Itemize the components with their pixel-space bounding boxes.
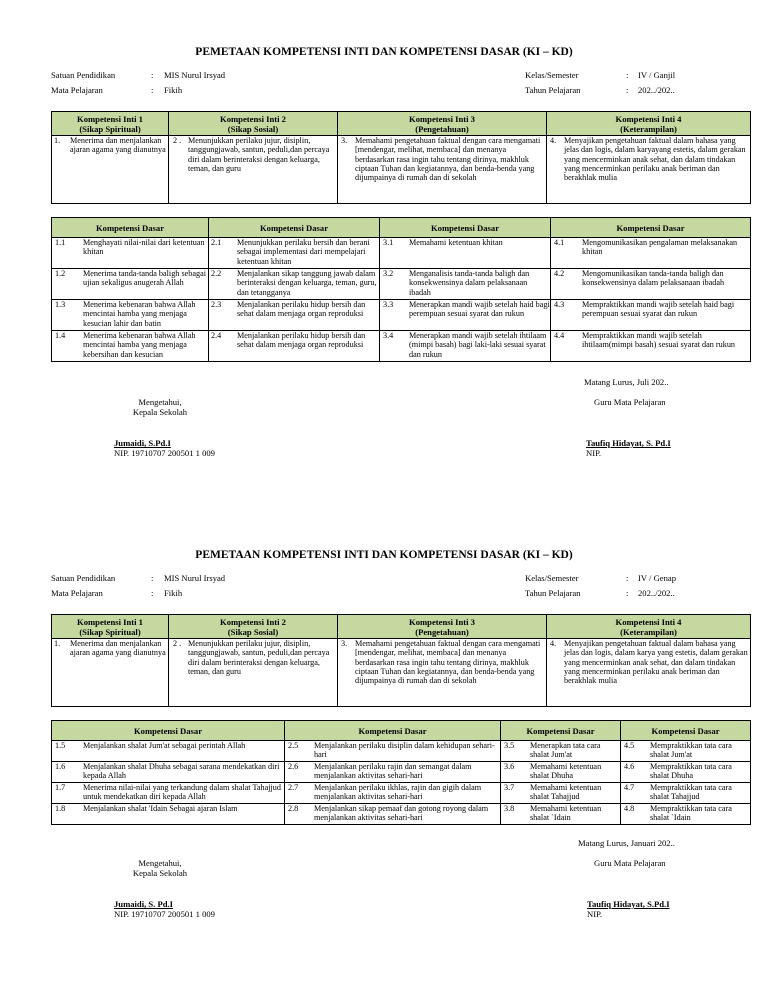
principal-name: Jumaidi, S. Pd.I xyxy=(114,899,173,909)
kelas-label: Kelas/Semester xyxy=(525,573,579,583)
kd-cell: 1.2 Menerima tanda-tanda baligh sebagai ujian sekaligus anugerah Allah xyxy=(52,269,209,300)
table-row xyxy=(52,741,751,762)
principal-nip: NIP. 19710707 200501 1 009 xyxy=(114,448,215,458)
ki-header-3: Kompetensi Inti 3 (Pengetahuan) xyxy=(338,615,547,639)
tahun-label: Tahun Pelajaran xyxy=(525,588,581,598)
kd-table xyxy=(51,720,751,825)
kd-cell: 3.3 Menerapkan mandi wajib setelah haid bagi perempuan sesuai syarat dan rukun xyxy=(380,300,551,331)
meta-left xyxy=(51,573,351,603)
colon: : xyxy=(626,70,629,80)
kd-cell: 2.6 Menjalankan perilaku rajin dan semangat dalam menjalankan aktivitas sehari-hari xyxy=(285,762,501,783)
satuan-label: Satuan Pendidikan xyxy=(51,573,116,583)
kd-cell: 4.4 Mempraktikkan mandi wajib setelah ihtilaam(mimpi basah) sesuai syarat dan rukun xyxy=(551,331,751,362)
ki-header-4: Kompetensi Inti 4 (Keterampilan) xyxy=(547,112,751,136)
ki-header-3: Kompetensi Inti 3 (Pengetahuan) xyxy=(338,112,547,136)
colon: : xyxy=(626,573,629,583)
signature-left-heading: Mengetahui, Kepala Sekolah xyxy=(132,397,188,417)
kd-cell: 3.7 Memahami ketentuan shalat Tahajjud xyxy=(501,783,621,804)
kd-cell: 3.2 Menganalisis tanda-tanda baligh dan konsekwensinya dalam pelaksanaan ibadah xyxy=(380,269,551,300)
kd-cell: 4.5 Mempraktikkan tata cara shalat Jum'at xyxy=(621,741,751,762)
kd-table xyxy=(51,217,751,362)
signature-right-heading: Guru Mata Pelajaran xyxy=(594,858,666,868)
teacher-name: Taufiq Hidayat, S. Pd.I xyxy=(586,438,671,448)
signature-right xyxy=(587,899,670,919)
table-row xyxy=(52,269,751,300)
teacher-nip: NIP. xyxy=(586,448,602,458)
kelas-value: IV / Genap xyxy=(638,573,677,583)
kd-header: Kompetensi Dasar xyxy=(285,721,501,741)
kd-header: Kompetensi Dasar xyxy=(52,721,285,741)
meta-right xyxy=(525,573,745,603)
satuan-value: MIS Nurul Irsyad xyxy=(164,70,226,80)
kd-cell: 1.3 Menerima kebenaran bahwa Allah mencintai hamba yang menjaga kesucian lahir dan batin xyxy=(52,300,209,331)
principal-name: Jumaidi, S.Pd.I xyxy=(114,438,171,448)
kd-cell: 2.8 Menjalankan sikap pemaaf dan gotong royong dalam menjalankan aktivitas sehari-hari xyxy=(285,804,501,825)
kd-header: Kompetensi Dasar xyxy=(501,721,621,741)
kd-cell: 2.3 Menjalankan perilaku hidup bersih dan sehat dalam menjaga organ reproduksi xyxy=(209,300,380,331)
ki-table xyxy=(51,111,751,204)
document-title: PEMETAAN KOMPETENSI INTI DAN KOMPETENSI DASAR (KI – KD) xyxy=(195,549,573,561)
teacher-name: Taufiq Hidayat, S.Pd.I xyxy=(587,899,670,909)
kelas-value: IV / Ganjil xyxy=(638,70,676,80)
satuan-value: MIS Nurul Irsyad xyxy=(164,573,226,583)
kd-cell: 4.2 Mengomunikasikan tanda-tanda baligh dan konsekwensinya dalam pelaksanaan ibadah xyxy=(551,269,751,300)
kd-cell: 2.5 Menjalankan perilaku disiplin dalam kehidupan sehari-hari xyxy=(285,741,501,762)
kd-cell: 4.1 Mengomunikasikan pengalaman melaksanakan khitan xyxy=(551,238,751,269)
ki-header-2: Kompetensi Inti 2 (Sikap Sosial) xyxy=(169,112,338,136)
kd-cell: 4.6 Mempraktikkan tata cara shalat Dhuha xyxy=(621,762,751,783)
colon: : xyxy=(151,85,154,95)
colon: : xyxy=(151,588,154,598)
kd-cell: 3.8 Memahami ketentuan shalat `Idain xyxy=(501,804,621,825)
kd-cell: 1.6 Menjalankan shalat Dhuha sebagai sarana mendekatkan diri kepada Allah xyxy=(52,762,285,783)
kd-cell: 3.5 Menerapkan tata cara shalat Jum'at xyxy=(501,741,621,762)
ki-header-1: Kompetensi Inti 1 (Sikap Spiritual) xyxy=(52,112,169,136)
table-row xyxy=(52,238,751,269)
kd-cell: 2.1 Menunjukkan perilaku bersih dan berani sebagai implementasi dari mempelajari ketentuan khitan xyxy=(209,238,380,269)
kd-header: Kompetensi Dasar xyxy=(52,218,209,238)
meta-right xyxy=(525,70,745,100)
kd-cell: 3.4 Menerapkan mandi wajib setelah ihtilaam (mimpi basah) bagi laki-laki sesuai syarat dan rukun xyxy=(380,331,551,362)
ki-cell-4: 4. Menyajikan pengetahuan faktual dalam bahasa yang jelas dan logis, dalam karya yang estetis, dalam gerakan yang mencerminkan anak sehat, dan dalam tindakan yang mencerminkan perilaku anak beriman dan berakhlak mulia xyxy=(547,639,751,707)
document-title: PEMETAAN KOMPETENSI INTI DAN KOMPETENSI DASAR (KI – KD) xyxy=(195,46,573,58)
place-date: Matang Lurus, Juli 202.. xyxy=(584,377,669,387)
kd-cell: 3.6 Memahami ketentuan shalat Dhuha xyxy=(501,762,621,783)
table-row xyxy=(52,331,751,362)
ki-cell-3: 3. Memahami pengetahuan faktual dengan cara mengamati [mendengar, melihat, membaca] dan menanya berdasarkan rasa ingin tahu tentang dirinya, makhluk ciptaan Tuhan dan kegiatannya, dan benda-benda yang dijumpainya di rumah dan di sekolah xyxy=(338,136,547,204)
tahun-value: 202../202.. xyxy=(638,85,675,95)
ki-header-2: Kompetensi Inti 2 (Sikap Sosial) xyxy=(169,615,338,639)
kd-cell: 1.8 Menjalankan shalat 'Idain Sebagai ajaran Islam xyxy=(52,804,285,825)
kd-cell: 1.7 Menerima nilai-nilai yang terkandung dalam shalat Tahajjud untuk mendekatkan diri kepada Allah xyxy=(52,783,285,804)
mapel-value: Fikih xyxy=(164,588,183,598)
ki-cell-4: 4. Menyajikan pengetahuan faktual dalam bahasa yang jelas dan logis, dalam karyayang estetis, dalam gerakan yang mencerminkan anak sehat, dan dalam tindakan yang mencerminkan perilaku anak beriman dan berakhlak mulia xyxy=(547,136,751,204)
colon: : xyxy=(626,85,629,95)
principal-nip: NIP. 19710707 200501 1 009 xyxy=(114,909,215,919)
teacher-nip: NIP. xyxy=(587,909,603,919)
ki-cell-2: 2 . Menunjukkan perilaku jujur, disiplin, tanggungjawab, santun, peduli,dan percaya diri dalam berinteraksi dengan keluarga, teman, dan guru xyxy=(169,136,338,204)
kelas-label: Kelas/Semester xyxy=(525,70,579,80)
kd-cell: 3.1 Memahami ketentuan khitan xyxy=(380,238,551,269)
table-row xyxy=(52,300,751,331)
place-date: Matang Lurus, Januari 202.. xyxy=(578,838,675,848)
ki-cell-2: 2 . Menunjukkan perilaku jujur, disiplin, tanggungjawab, santun, peduli,dan percaya diri dalam berinteraksi dengan keluarga, teman, dan guru xyxy=(169,639,338,707)
signature-right-heading: Guru Mata Pelajaran xyxy=(594,397,666,407)
tahun-label: Tahun Pelajaran xyxy=(525,85,581,95)
kd-header: Kompetensi Dasar xyxy=(551,218,751,238)
mapel-value: Fikih xyxy=(164,85,183,95)
colon: : xyxy=(626,588,629,598)
ki-cell-3: 3. Memahami pengetahuan faktual dengan cara mengamati [mendengar, melihat, membaca] dan menanya berdasarkan rasa ingin tahu tentang dirinya, makhluk ciptaan Tuhan dan kegiatannya, dan benda-benda yang dijumpainya di rumah dan di sekolah xyxy=(338,639,547,707)
tahun-value: 202../202.. xyxy=(638,588,675,598)
kd-cell: 2.4 Menjalankan perilaku hidup bersih dan sehat dalam menjaga organ reproduksi xyxy=(209,331,380,362)
signature-right xyxy=(586,438,671,458)
kd-cell: 1.4 Menerima kebenaran bahwa Allah mencintai hamba yang menjaga kebersihan dan kesucian xyxy=(52,331,209,362)
ki-header-1: Kompetensi Inti 1 (Sikap Spiritual) xyxy=(52,615,169,639)
meta-left xyxy=(51,70,351,100)
kd-cell: 4.3 Mempraktikkan mandi wajib setelah haid bagi perempuan sesuai syarat dan rukun xyxy=(551,300,751,331)
signature-left-heading: Mengetahui, Kepala Sekolah xyxy=(132,858,188,878)
kd-cell: 4.7 Mempraktikkan tata cara shalat Tahajjud xyxy=(621,783,751,804)
table-row xyxy=(52,762,751,783)
kd-cell: 1.5 Menjalankan shalat Jum'at sebagai perintah Allah xyxy=(52,741,285,762)
kd-cell: 1.1 Menghayati nilai-nilai dari ketentuan khitan xyxy=(52,238,209,269)
colon: : xyxy=(151,573,154,583)
mapel-label: Mata Pelajaran xyxy=(51,85,103,95)
satuan-label: Satuan Pendidikan xyxy=(51,70,116,80)
kd-header: Kompetensi Dasar xyxy=(209,218,380,238)
kd-cell: 2.7 Menjalankan perilaku ikhlas, rajin dan gigih dalam menjalankan aktivitas sehari-hari xyxy=(285,783,501,804)
mapel-label: Mata Pelajaran xyxy=(51,588,103,598)
colon: : xyxy=(151,70,154,80)
signature-left xyxy=(114,899,215,919)
table-row xyxy=(52,783,751,804)
ki-cell-1: 1. Menerima dan menjalankan ajaran agama yang dianutnya xyxy=(52,639,169,707)
kd-cell: 4.8 Mempraktikkan tata cara shalat `Idain xyxy=(621,804,751,825)
table-row xyxy=(52,804,751,825)
signature-left xyxy=(114,438,215,458)
ki-cell-1: 1. Menerima dan menjalankan ajaran agama yang dianutnya xyxy=(52,136,169,204)
ki-table xyxy=(51,614,751,707)
ki-header-4: Kompetensi Inti 4 (Keterampilan) xyxy=(547,615,751,639)
kd-header: Kompetensi Dasar xyxy=(380,218,551,238)
kd-cell: 2.2 Menjalankan sikap tanggung jawab dalam berinteraksi dengan keluarga, teman, guru, dan tetangganya xyxy=(209,269,380,300)
kd-header: Kompetensi Dasar xyxy=(621,721,751,741)
